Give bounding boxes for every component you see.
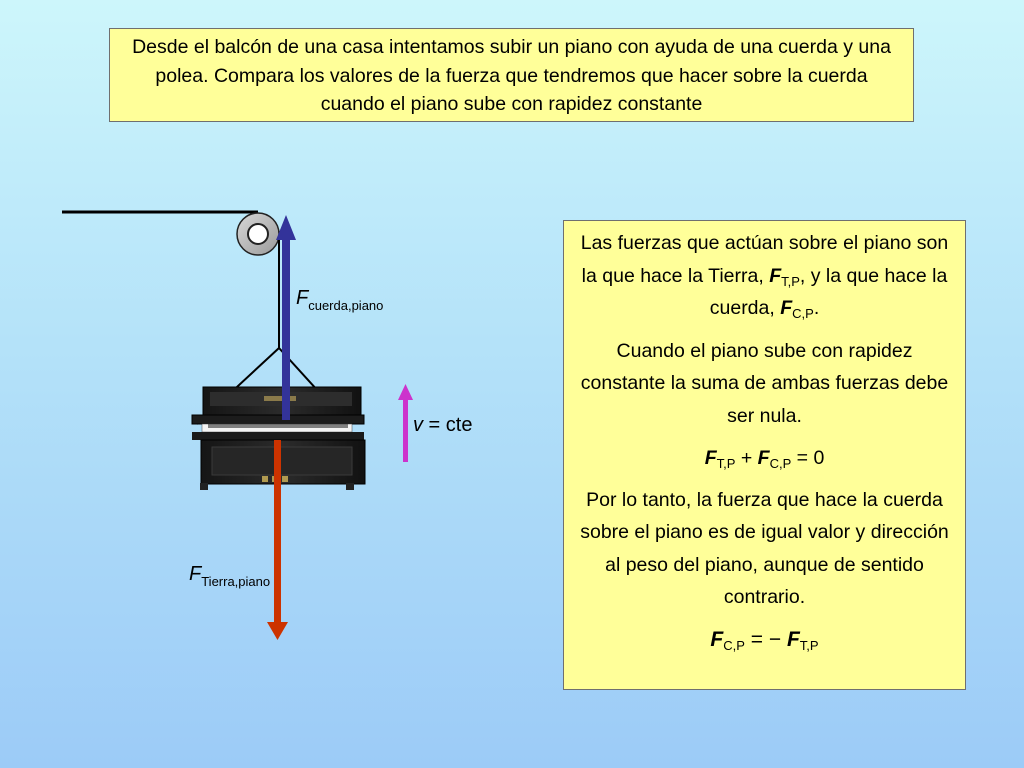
label-f-tierra-piano [189,563,271,589]
explanation-paragraph-constant: Cuando el piano sube con rapidez constante la suma de ambas fuerzas debe ser nula. [580,339,949,427]
p1-sub-1: T,P [781,273,800,289]
f-cuerda-symbol: F [296,287,309,309]
velocity-arrow [398,384,413,462]
f-tierra-subscript: Tierra,piano [201,574,271,589]
pulley [237,213,279,255]
equation-opposite [574,624,955,657]
label-f-cuerda-piano [296,287,384,313]
label-velocity [413,414,472,437]
eq1-operator: + [735,447,758,469]
p1-text-a: Las fuerzas que actúan sobre el piano son la que hace la Tierra, [580,232,949,287]
eq2-sub-2: T,P [799,637,819,653]
p1-text-b: , y la que hace la cuerda, [709,264,948,319]
piano-black-keys [208,424,348,428]
eq2-symbol-f2: F [786,627,800,651]
eq1-symbol-f1: F [704,447,717,469]
eq1-sub-1: T,P [716,456,736,471]
f-cuerda-subscript: cuerda,piano [308,298,384,313]
problem-text: Desde el balcón de una casa intentamos subir un piano con ayuda de una cuerda y una polea. Compara los valores de la fuerza que tendremos que hacer sobre la cuerda cuando el piano sube con rapidez constante [132,36,891,115]
equation-sum-zero [574,442,955,475]
eq2-sub-1: C,P [723,637,745,653]
explanation-paragraph-forces [574,227,955,325]
eq2-symbol-f1: F [710,627,724,651]
p1-symbol-f1: F [769,264,782,287]
eq2-operator: = − [744,627,787,651]
p1-sub-2: C,P [792,306,814,321]
f-tierra-symbol: F [189,563,202,585]
p1-text-c: . [813,297,820,319]
velocity-symbol: v [413,414,423,436]
p1-symbol-f2: F [780,297,793,319]
eq1-symbol-f2: F [757,447,770,469]
velocity-value: = cte [423,414,473,436]
explanation-box [563,220,966,690]
explanation-paragraph-conclusion: Por lo tanto, la fuerza que hace la cuerda sobre el piano es de igual valor y dirección al peso del piano, aunque de sentido contrario. [580,488,949,608]
eq1-sub-2: C,P [769,456,792,471]
eq1-rest: = 0 [791,447,825,469]
